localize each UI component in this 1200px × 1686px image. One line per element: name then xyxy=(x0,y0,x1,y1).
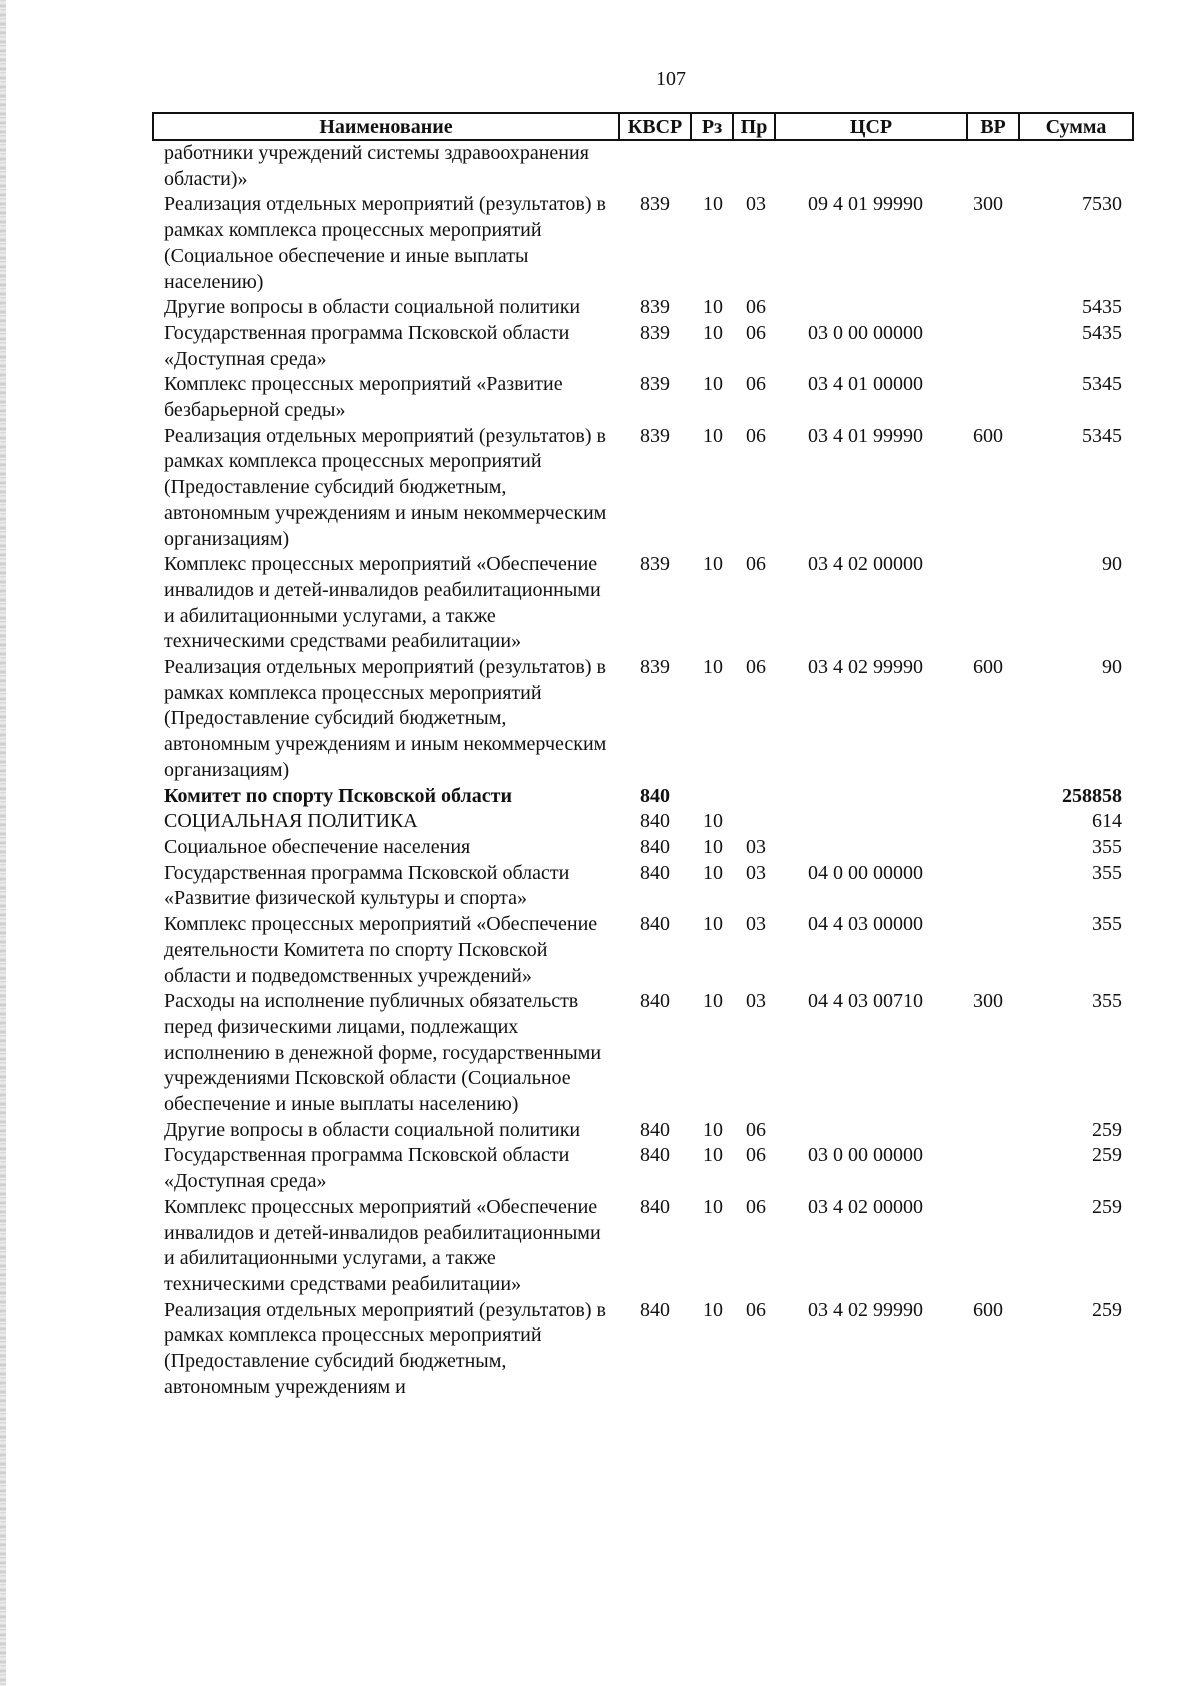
table-row xyxy=(0,784,1200,810)
header-rz: Рз xyxy=(692,114,734,139)
cell-csr: 03 4 02 99990 xyxy=(808,1298,923,1321)
table-row xyxy=(0,835,1200,861)
cell-kvsr: 840 xyxy=(640,1195,670,1218)
cell-pr: 03 xyxy=(746,835,766,858)
cell-name: Реализация отдельных мероприятий (результатов) в рамках комплекса процессных мероприятий (Предоставление субсидий бюджетным, автономным учреждениям и xyxy=(164,1298,606,1398)
cell-kvsr: 840 xyxy=(640,1298,670,1321)
cell-csr: 04 4 03 00710 xyxy=(808,990,923,1013)
cell-pr: 06 xyxy=(746,1298,766,1321)
cell-name: Расходы на исполнение публичных обязательств перед физическими лицами, подлежащих исполнению в денежной форме, государственными учреждениями Псковской области (Социальное обеспечение и иные выплаты населению) xyxy=(164,990,602,1116)
table-row xyxy=(0,1195,1200,1298)
cell-pr: 06 xyxy=(746,1144,766,1167)
cell-kvsr: 840 xyxy=(640,810,670,833)
table-row xyxy=(0,192,1200,295)
cell-name: СОЦИАЛЬНАЯ ПОЛИТИКА xyxy=(164,810,418,833)
header-name: Наименование xyxy=(154,114,620,139)
cell-pr: 06 xyxy=(746,1195,766,1218)
table-row xyxy=(0,424,1200,553)
cell-rz: 10 xyxy=(703,835,723,858)
cell-pr: 06 xyxy=(746,553,766,576)
cell-kvsr: 840 xyxy=(640,861,670,884)
cell-sum: 258858 xyxy=(1062,784,1122,807)
cell-sum: 259 xyxy=(1092,1298,1122,1321)
cell-csr: 03 4 02 99990 xyxy=(808,656,923,679)
cell-rz: 10 xyxy=(703,656,723,679)
cell-sum: 355 xyxy=(1092,913,1122,936)
cell-pr: 03 xyxy=(746,193,766,216)
table-row xyxy=(0,141,1200,192)
cell-pr: 06 xyxy=(746,1118,766,1141)
cell-kvsr: 839 xyxy=(640,553,670,576)
cell-kvsr: 840 xyxy=(640,1118,670,1141)
cell-vr: 300 xyxy=(973,193,1003,216)
cell-rz: 10 xyxy=(703,913,723,936)
table-row xyxy=(0,552,1200,655)
cell-kvsr: 840 xyxy=(640,913,670,936)
cell-kvsr: 839 xyxy=(640,424,670,447)
cell-csr: 04 0 00 00000 xyxy=(808,861,923,884)
cell-rz: 10 xyxy=(703,193,723,216)
cell-csr: 03 0 00 00000 xyxy=(808,1144,923,1167)
cell-kvsr: 839 xyxy=(640,373,670,396)
cell-name: Государственная программа Псковской области «Доступная среда» xyxy=(164,321,570,370)
cell-name: Другие вопросы в области социальной политики xyxy=(164,1118,581,1141)
cell-sum: 355 xyxy=(1092,861,1122,884)
cell-csr: 03 4 02 00000 xyxy=(808,1195,923,1218)
header-csr: ЦСР xyxy=(776,114,968,139)
cell-csr: 04 4 03 00000 xyxy=(808,913,923,936)
cell-sum: 5345 xyxy=(1082,373,1122,396)
cell-kvsr: 839 xyxy=(640,296,670,319)
cell-rz: 10 xyxy=(703,1144,723,1167)
cell-rz: 10 xyxy=(703,1195,723,1218)
cell-sum: 259 xyxy=(1092,1118,1122,1141)
cell-sum: 355 xyxy=(1092,990,1122,1013)
cell-pr: 06 xyxy=(746,656,766,679)
cell-pr: 03 xyxy=(746,913,766,936)
cell-rz: 10 xyxy=(703,861,723,884)
cell-name: Комплекс процессных мероприятий «Обеспечение инвалидов и детей-инвалидов реабилитационными и абилитационными услугами, а также техническими средствами реабилитации» xyxy=(164,553,601,653)
cell-sum: 90 xyxy=(1102,656,1122,679)
cell-rz: 10 xyxy=(703,1118,723,1141)
cell-csr: 03 0 00 00000 xyxy=(808,321,923,344)
cell-kvsr: 839 xyxy=(640,321,670,344)
table-row xyxy=(0,912,1200,989)
cell-kvsr: 840 xyxy=(640,784,670,807)
table-row xyxy=(0,989,1200,1118)
cell-sum: 5435 xyxy=(1082,321,1122,344)
cell-kvsr: 840 xyxy=(640,990,670,1013)
header-kvsr: КВСР xyxy=(620,114,692,139)
table-header xyxy=(152,112,1134,141)
cell-sum: 5345 xyxy=(1082,424,1122,447)
cell-name: Реализация отдельных мероприятий (результатов) в рамках комплекса процессных мероприятий (Предоставление субсидий бюджетным, автономным учреждениям и иным некоммерческим организациям) xyxy=(164,656,607,781)
cell-pr: 03 xyxy=(746,990,766,1013)
cell-name: Комплекс процессных мероприятий «Обеспечение инвалидов и детей-инвалидов реабилитационными и абилитационными услугами, а также техническими средствами реабилитации» xyxy=(164,1195,601,1295)
cell-sum: 355 xyxy=(1092,835,1122,858)
cell-rz: 10 xyxy=(703,1298,723,1321)
cell-name: Комплекс процессных мероприятий «Обеспечение деятельности Комитета по спорту Псковской области и подведомственных учреждений» xyxy=(164,913,598,987)
header-vr: ВР xyxy=(968,114,1020,139)
cell-rz: 10 xyxy=(703,810,723,833)
cell-kvsr: 839 xyxy=(640,656,670,679)
cell-name: Государственная программа Псковской области «Развитие физической культуры и спорта» xyxy=(164,861,570,910)
cell-name: Другие вопросы в области социальной политики xyxy=(164,296,581,319)
cell-name: Социальное обеспечение населения xyxy=(164,835,471,858)
cell-kvsr: 840 xyxy=(640,835,670,858)
table-row xyxy=(0,1298,1200,1401)
header-pr: Пр xyxy=(734,114,776,139)
cell-kvsr: 839 xyxy=(640,193,670,216)
table-row xyxy=(0,321,1200,372)
header-sum: Сумма xyxy=(1045,116,1107,138)
cell-name: Государственная программа Псковской области «Доступная среда» xyxy=(164,1144,570,1193)
cell-rz: 10 xyxy=(703,321,723,344)
cell-pr: 06 xyxy=(746,296,766,319)
cell-kvsr: 840 xyxy=(640,1144,670,1167)
cell-csr: 03 4 01 00000 xyxy=(808,373,923,396)
table-row xyxy=(0,1143,1200,1194)
cell-sum: 7530 xyxy=(1082,193,1122,216)
table-row xyxy=(0,1118,1200,1144)
table-body xyxy=(0,141,1200,1400)
cell-rz: 10 xyxy=(703,990,723,1013)
cell-sum: 614 xyxy=(1092,810,1122,833)
cell-pr: 06 xyxy=(746,424,766,447)
table-row xyxy=(0,295,1200,321)
cell-rz: 10 xyxy=(703,424,723,447)
cell-csr: 09 4 01 99990 xyxy=(808,193,923,216)
cell-name: Комитет по спорту Псковской области xyxy=(164,784,512,807)
cell-vr: 300 xyxy=(973,990,1003,1013)
cell-sum: 259 xyxy=(1092,1195,1122,1218)
cell-name: Реализация отдельных мероприятий (результатов) в рамках комплекса процессных мероприятий (Социальное обеспечение и иные выплаты населению) xyxy=(164,193,606,293)
cell-csr: 03 4 01 99990 xyxy=(808,424,923,447)
cell-pr: 03 xyxy=(746,861,766,884)
cell-vr: 600 xyxy=(973,424,1003,447)
cell-rz: 10 xyxy=(703,373,723,396)
cell-name: Комплекс процессных мероприятий «Развитие безбарьерной среды» xyxy=(164,373,563,422)
cell-pr: 06 xyxy=(746,321,766,344)
table-row xyxy=(0,809,1200,835)
cell-vr: 600 xyxy=(973,656,1003,679)
cell-name: работники учреждений системы здравоохранения области)» xyxy=(164,142,589,190)
page-number: 107 xyxy=(656,68,686,90)
cell-name: Реализация отдельных мероприятий (результатов) в рамках комплекса процессных мероприятий (Предоставление субсидий бюджетным, автономным учреждениям и иным некоммерческим организациям) xyxy=(164,424,607,550)
table-row xyxy=(0,372,1200,423)
cell-sum: 5435 xyxy=(1082,296,1122,319)
table-row xyxy=(0,655,1200,784)
cell-csr: 03 4 02 00000 xyxy=(808,553,923,576)
cell-pr: 06 xyxy=(746,373,766,396)
cell-rz: 10 xyxy=(703,553,723,576)
cell-rz: 10 xyxy=(703,296,723,319)
cell-sum: 90 xyxy=(1102,553,1122,576)
table-row xyxy=(0,861,1200,912)
cell-vr: 600 xyxy=(973,1298,1003,1321)
cell-sum: 259 xyxy=(1092,1144,1122,1167)
